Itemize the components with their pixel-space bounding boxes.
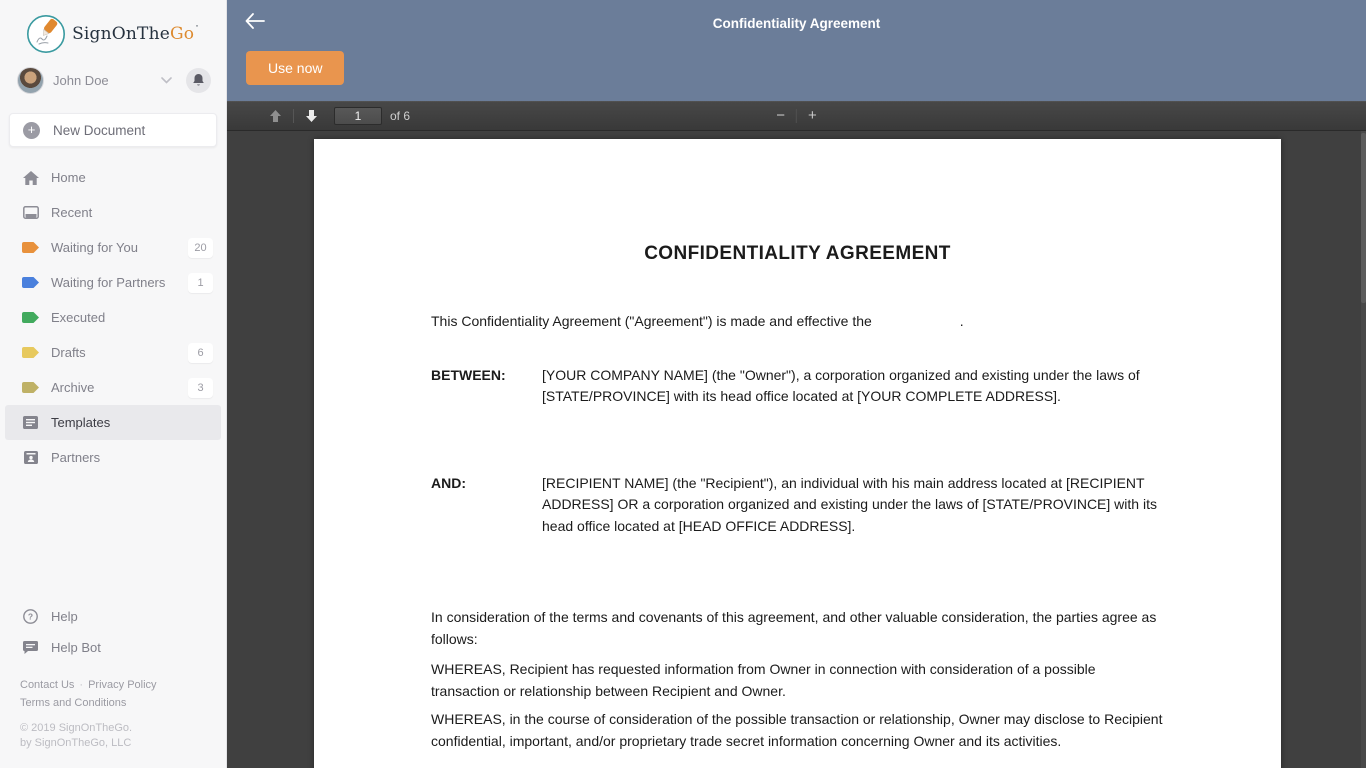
home-icon [22, 171, 39, 185]
sidebar-item-waiting-for-you[interactable] [0, 230, 226, 265]
copyright-text: © 2019 SignOnTheGo. by SignOnTheGo, LLC [20, 722, 133, 749]
sidebar-item-label: Waiting for You [51, 240, 138, 255]
sidebar-item-executed[interactable] [0, 300, 226, 335]
notifications-button[interactable] [186, 68, 211, 93]
page-number-input[interactable] [334, 107, 382, 125]
sidebar-footer [0, 601, 226, 751]
logo-pen-icon [26, 14, 66, 54]
new-document-button[interactable]: + New Document [9, 113, 217, 147]
use-now-button[interactable]: Use now [246, 51, 344, 85]
sidebar-nav [0, 160, 226, 475]
tag-icon [22, 242, 39, 253]
sidebar-item-archive[interactable] [0, 370, 226, 405]
sidebar-item-waiting-for-partners[interactable] [0, 265, 226, 300]
plus-icon: + [808, 107, 817, 124]
help-circle-icon [22, 609, 39, 624]
between-clause: BETWEEN: [YOUR COMPANY NAME] (the "Owner"), a corporation organized and existing under the laws of [STATE/PROVINCE] with its head office located at [YOUR COMPLETE ADDRESS]. [431, 365, 1164, 408]
sidebar-item-label: Home [51, 170, 86, 185]
sidebar-item-recent[interactable] [0, 195, 226, 230]
partners-icon [22, 451, 39, 464]
tag-icon [22, 312, 39, 323]
arrow-up-icon [269, 109, 282, 123]
svg-text:?: ? [27, 611, 34, 622]
chat-bubble-icon [22, 641, 39, 654]
sidebar-item-label: Drafts [51, 345, 86, 360]
templates-icon [22, 416, 39, 429]
document-paragraph: This Confidentiality Agreement ("Agreement") is made and effective the . [431, 313, 964, 329]
document-paragraph: WHEREAS, Recipient has requested information from Owner in connection with consideration of a possible transaction or relationship between Recipient and Owner. [431, 661, 1096, 699]
arrow-down-icon [305, 109, 318, 123]
avatar[interactable] [17, 67, 44, 94]
sidebar-item-label: Templates [51, 415, 111, 430]
and-clause: AND: [RECIPIENT NAME] (the "Recipient"), an individual with his main address located at [RECIPIENT ADDRESS] OR a corporation organized and existing under the laws of [STATE/PROVINCE] with its head office located at [HEAD OFFICE ADDRESS]. [431, 473, 1164, 538]
sidebar-item-label: Executed [51, 310, 106, 325]
terms-link[interactable]: Terms and Conditions [20, 697, 127, 709]
tag-icon [22, 382, 39, 393]
bell-icon [192, 73, 205, 87]
help-button[interactable]: ? Help [0, 601, 226, 632]
count-badge: 3 [188, 378, 213, 398]
page-count-label: of 6 [390, 108, 411, 123]
legal-links: Contact Us · Privacy Policy Terms and Conditions [20, 679, 157, 709]
tag-icon [22, 277, 39, 288]
zoom-out-button[interactable] [768, 104, 793, 127]
toolbar-separator [796, 109, 797, 123]
logo-text: SignOnTheGo˙ [72, 23, 200, 44]
scrollbar-thumb[interactable] [1361, 133, 1366, 303]
sidebar [0, 0, 227, 768]
next-page-button[interactable] [297, 105, 326, 127]
vertical-scrollbar[interactable] [1361, 131, 1366, 768]
chevron-down-icon[interactable] [161, 77, 172, 84]
sidebar-item-templates[interactable] [5, 405, 221, 440]
user-name[interactable]: John Doe [53, 72, 109, 88]
user-menu [0, 60, 226, 100]
between-label: BETWEEN: [431, 366, 506, 383]
count-badge: 20 [188, 238, 213, 258]
tag-icon [22, 347, 39, 358]
document-paragraph: In consideration of the terms and covenants of this agreement, and other valuable consideration, the parties agree as follows: [431, 609, 1157, 647]
sidebar-item-partners[interactable] [0, 440, 226, 475]
sidebar-item-label: Partners [51, 450, 101, 465]
zoom-in-button[interactable] [800, 104, 825, 127]
privacy-policy-link[interactable]: Privacy Policy [88, 679, 157, 691]
sidebar-item-label: Recent [51, 205, 93, 220]
document-page [314, 139, 1281, 768]
minus-icon: − [776, 107, 785, 124]
previous-page-button[interactable] [261, 105, 290, 127]
document-viewer[interactable] [227, 131, 1366, 768]
toolbar-separator [293, 109, 294, 123]
header [227, 0, 1366, 101]
count-badge: 6 [188, 343, 213, 363]
document-paragraph: WHEREAS, in the course of consideration of the possible transaction or relationship, Owner may disclose to Recipient confidential, important, and/or proprietary trade secret information concerning Owner and its activities. [431, 711, 1163, 749]
sidebar-item-drafts[interactable] [0, 335, 226, 370]
page-title: Confidentiality Agreement [712, 16, 881, 31]
main-area [227, 0, 1366, 768]
contact-us-link[interactable]: Contact Us [20, 679, 75, 691]
and-label: AND: [431, 474, 466, 491]
sidebar-item-label: Archive [51, 380, 95, 395]
pdf-toolbar [227, 101, 1366, 131]
sidebar-item-label: Waiting for Partners [51, 275, 166, 290]
recent-icon [22, 206, 39, 219]
document-title: CONFIDENTIALITY AGREEMENT [644, 243, 951, 264]
count-badge: 1 [188, 273, 213, 293]
help-bot-button[interactable]: Help Bot [0, 632, 226, 663]
app-logo[interactable] [0, 0, 226, 56]
sidebar-item-home[interactable] [0, 160, 226, 195]
plus-icon: + [23, 122, 40, 139]
